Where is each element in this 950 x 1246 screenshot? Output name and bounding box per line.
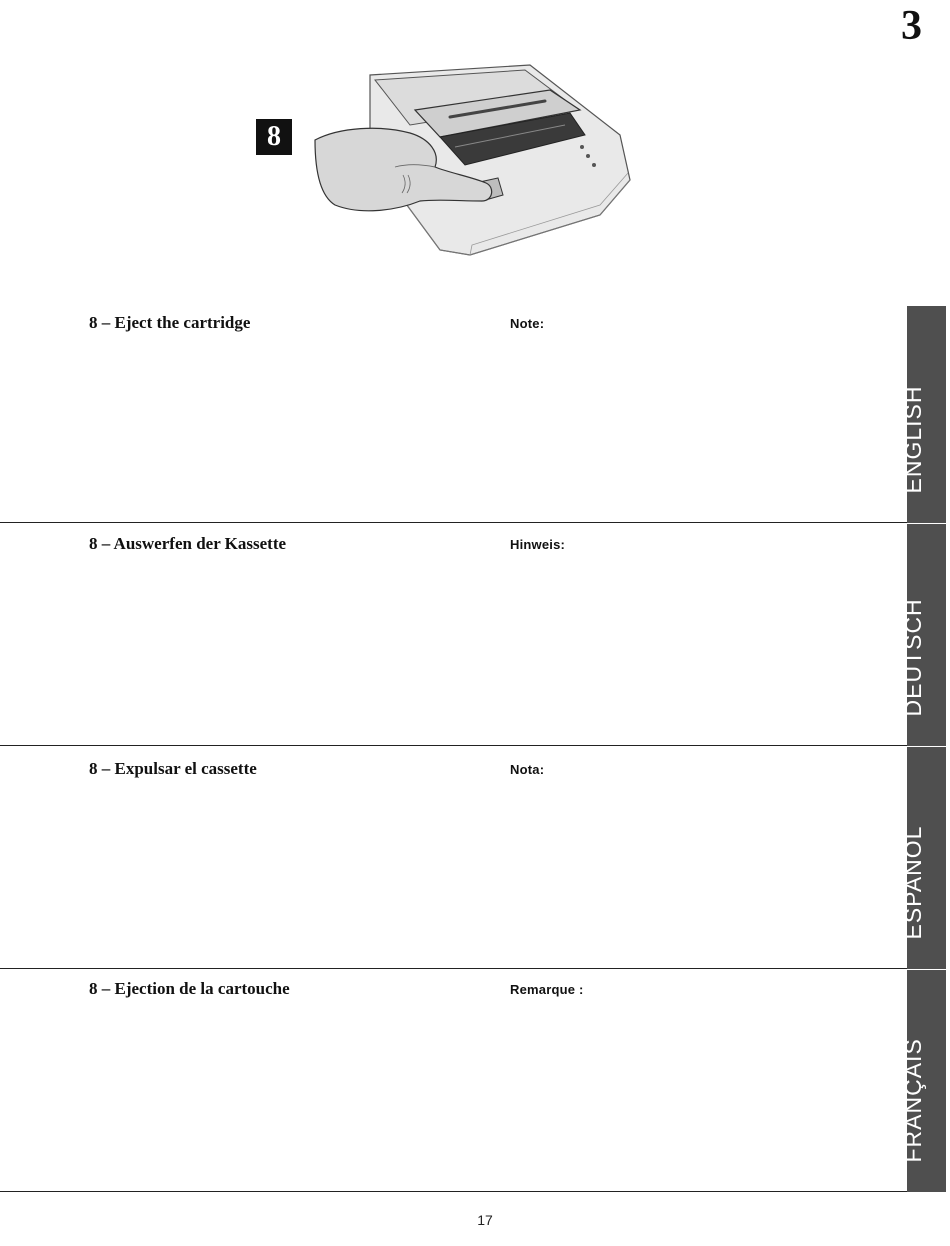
language-tab-francais [899,970,946,1192]
language-tab-label: ENGLISH [899,385,926,494]
step-badge: 8 [256,119,292,155]
status-light [580,145,584,149]
note-label: Note: [510,316,545,331]
language-tab-label: FRANÇAIS [899,1038,926,1163]
note-label: Nota: [510,762,545,777]
note-label: Hinweis: [510,537,566,552]
section-title: 8 – Expulsar el cassette [89,759,257,778]
eject-illustration [300,55,650,270]
section-espanol [0,759,907,969]
language-tab-label: ESPAÑOL [899,825,926,940]
language-tab-label: DEUTSCH [899,598,926,717]
language-tab-espanol [899,747,946,969]
section-title: 8 – Eject the cartridge [89,313,251,332]
section-francais [0,979,907,1192]
section-divider [0,745,907,746]
language-tab-english [899,306,946,523]
status-light [586,154,590,158]
chapter-number: 3 [901,3,922,49]
section-divider [0,968,907,969]
section-title: 8 – Auswerfen der Kassette [89,534,287,553]
section-divider [0,522,907,523]
section-english [0,313,907,523]
section-title: 8 – Ejection de la cartouche [89,979,290,998]
status-light [592,163,596,167]
language-tab-deutsch [899,524,946,746]
page-number: 17 [477,1212,493,1228]
note-label: Remarque : [510,982,584,997]
section-divider [0,1191,907,1192]
section-deutsch [0,534,907,746]
